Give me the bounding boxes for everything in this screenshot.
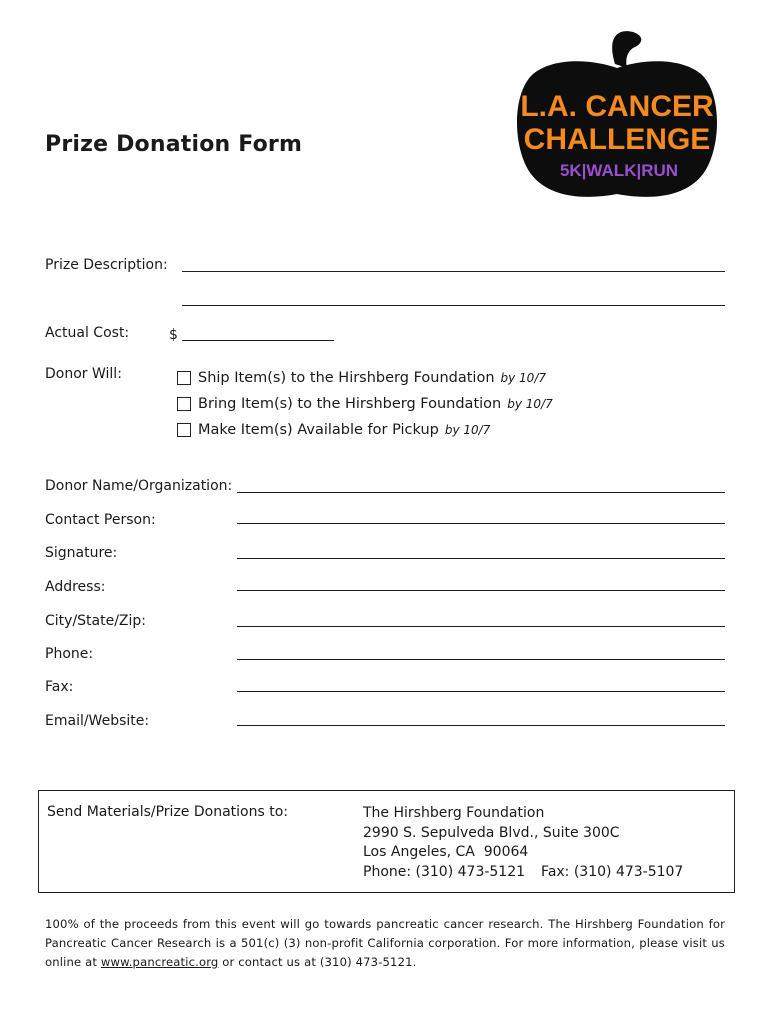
- send-materials-label: Send Materials/Prize Donations to:: [47, 804, 288, 820]
- prize-description-line-2[interactable]: [182, 305, 725, 306]
- signature-label: Signature:: [45, 545, 118, 561]
- address-label: Address:: [45, 579, 106, 595]
- prize-description-label: Prize Description:: [45, 257, 168, 273]
- logo-line-3: 5K|WALK|RUN: [559, 161, 679, 180]
- phone-label: Phone:: [45, 646, 94, 662]
- option-pickup[interactable]: [177, 422, 490, 438]
- option-deadline: by 10/7: [507, 397, 553, 411]
- donor-name-label: Donor Name/Organization:: [45, 478, 233, 494]
- option-label: Ship Item(s) to the Hirshberg Foundation: [198, 370, 495, 386]
- address-phone: Phone: (310) 473-5121: [363, 863, 526, 880]
- option-deadline: by 10/7: [444, 423, 491, 437]
- currency-symbol: $: [169, 327, 178, 343]
- option-ship-items[interactable]: [177, 370, 546, 386]
- logo-line-2: CHALLENGE: [523, 123, 711, 156]
- address-city: Los Angeles, CA 90064: [363, 844, 529, 860]
- checkbox-icon[interactable]: [177, 371, 191, 385]
- email-website-line[interactable]: [237, 725, 725, 726]
- address-fax: Fax: (310) 473-5107: [541, 863, 684, 880]
- donor-will-label: Donor Will:: [45, 366, 122, 382]
- signature-line[interactable]: [237, 558, 725, 559]
- send-materials-box: [38, 790, 735, 893]
- checkbox-icon[interactable]: [177, 423, 191, 437]
- address-org: The Hirshberg Foundation: [363, 805, 545, 821]
- form-title: Prize Donation Form: [45, 132, 303, 157]
- address-line[interactable]: [237, 590, 725, 591]
- prize-description-line-1[interactable]: [182, 271, 725, 272]
- option-deadline: by 10/7: [500, 371, 546, 385]
- address-phone-fax: [363, 863, 683, 883]
- actual-cost-line[interactable]: [182, 340, 334, 341]
- footer-text: 100% of the proceeds from this event will go towards pancreatic cancer research. The Hirshberg Foundation for Pancreatic Cancer Research is a 501(c) (3) non-profit California corporation. For more information, please visit us online at: [45, 917, 725, 969]
- option-bring-items[interactable]: [177, 396, 553, 412]
- contact-person-line[interactable]: [237, 523, 725, 524]
- phone-line[interactable]: [237, 659, 725, 660]
- fax-line[interactable]: [237, 691, 725, 692]
- email-website-label: Email/Website:: [45, 713, 150, 729]
- city-state-zip-label: City/State/Zip:: [45, 613, 147, 629]
- option-label: Make Item(s) Available for Pickup: [198, 422, 439, 438]
- mailing-address: [363, 804, 683, 882]
- website-link[interactable]: www.pancreatic.org: [100, 955, 219, 969]
- logo-line-1: L.A. CANCER: [520, 90, 714, 123]
- footer-contact: or contact us at (310) 473-5121.: [218, 955, 417, 969]
- actual-cost-label: Actual Cost:: [45, 325, 130, 341]
- footer-note: [45, 915, 725, 972]
- city-state-zip-line[interactable]: [237, 626, 725, 627]
- la-cancer-challenge-logo: [515, 30, 720, 205]
- option-label: Bring Item(s) to the Hirshberg Foundation: [198, 396, 502, 412]
- address-street: 2990 S. Sepulveda Blvd., Suite 300C: [363, 824, 620, 841]
- contact-person-label: Contact Person:: [45, 512, 156, 528]
- fax-label: Fax:: [45, 679, 74, 695]
- donor-name-line[interactable]: [237, 492, 725, 493]
- checkbox-icon[interactable]: [177, 397, 191, 411]
